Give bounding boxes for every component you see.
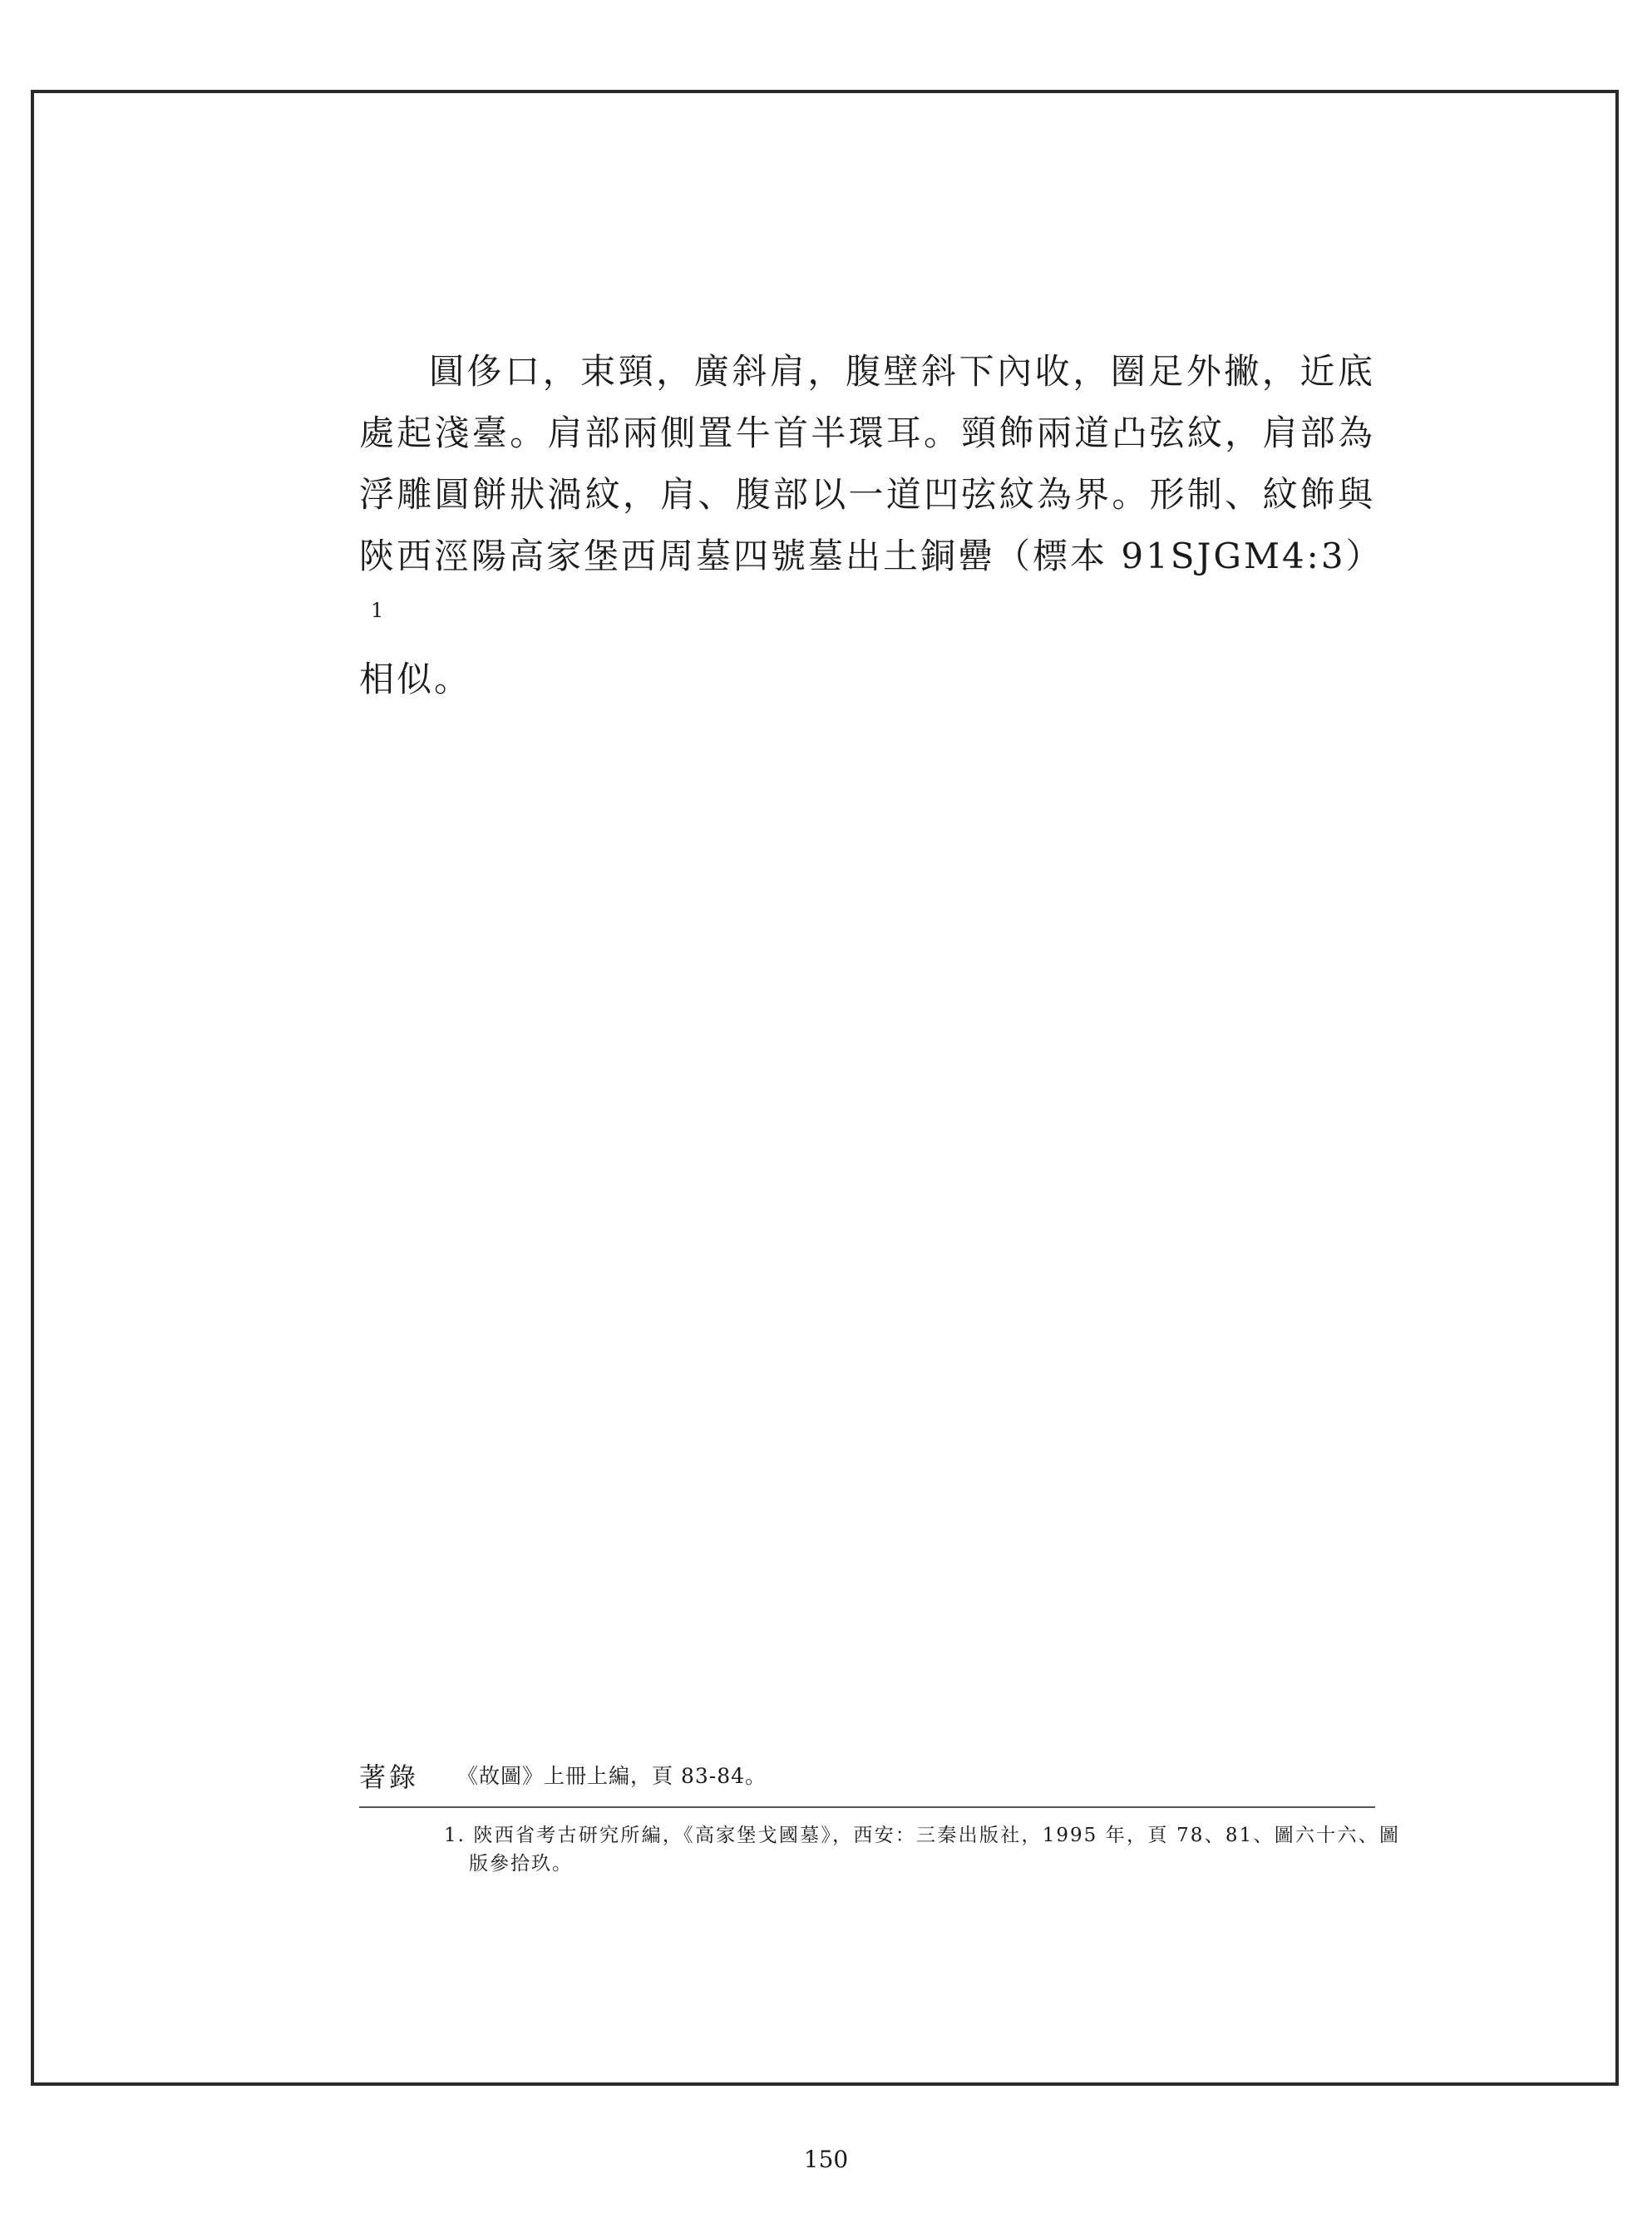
footnote-reference[interactable]: 1 (371, 599, 387, 622)
body-paragraph (359, 341, 1383, 710)
page-number: 150 (803, 2146, 849, 2173)
body-paragraph-text: 圓侈口，束頸，廣斜肩，腹壁斜下內收，圈足外撇，近底處起淺臺。肩部兩側置牛首半環耳。頸飾兩道凸弦紋，肩部為浮雕圓餅狀渦紋，肩、腹部以一道凹弦紋為界。形制、紋飾與陝西涇陽高家堡西周墓四號墓出土銅罍（標本 91SJGM4:3） (359, 351, 1383, 576)
body-paragraph-end: 相似。 (359, 659, 472, 699)
footnote-divider (359, 1806, 1375, 1808)
catalog-label: 著錄 (359, 1761, 420, 1793)
catalog-section (359, 1756, 1375, 1793)
footnote-1: 1. 陝西省考古研究所編，《高家堡戈國墓》，西安：三秦出版社，1995 年，頁 78、81、圖六十六、圖版參拾玖。 (444, 1825, 1400, 1875)
catalog-entry: 《故圖》上冊上編，頁 83-84。 (457, 1764, 767, 1788)
